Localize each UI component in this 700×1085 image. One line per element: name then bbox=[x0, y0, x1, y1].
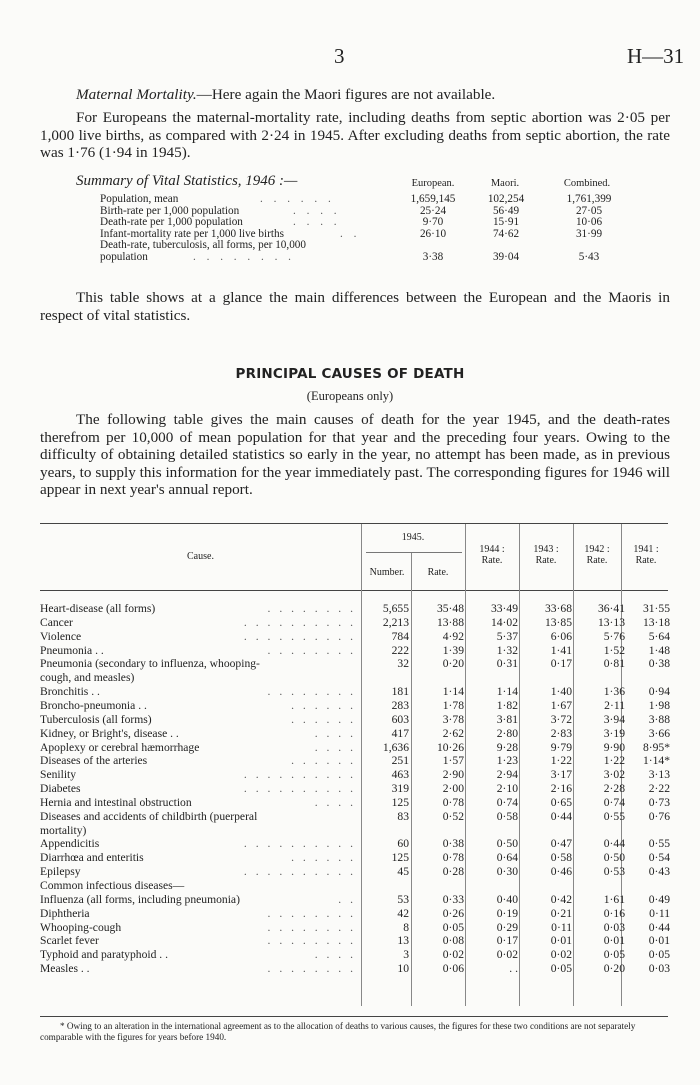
cell-rate: 1·78 bbox=[442, 698, 464, 712]
leader-dots: . . . . . . . . bbox=[267, 962, 356, 976]
cell-rate: 0·06 bbox=[442, 962, 464, 976]
summary-value: 25·24 bbox=[419, 204, 447, 217]
cell-r1941: 8·95* bbox=[642, 740, 670, 754]
leader-dots: . . bbox=[340, 227, 361, 240]
header-1943: 1943 : bbox=[533, 544, 559, 555]
cell-r1941: 1·14* bbox=[642, 754, 670, 768]
cell-r1942: 0·01 bbox=[603, 934, 625, 948]
cell-r1942: 5·76 bbox=[603, 629, 625, 643]
cell-r1943: 0·11 bbox=[551, 920, 572, 934]
cell-r1942: 3·02 bbox=[603, 768, 625, 782]
leader-dots: . . . . bbox=[314, 948, 356, 962]
cell-rate: 0·20 bbox=[442, 657, 464, 671]
cell-r1941: 0·11 bbox=[649, 906, 670, 920]
cause-label: Broncho-pneumonia . . bbox=[40, 698, 147, 712]
cell-r1941: 3·88 bbox=[648, 712, 670, 726]
cause-label: Pneumonia (secondary to influenza, whooping- bbox=[40, 657, 260, 671]
cell-r1943: 3·17 bbox=[550, 768, 572, 782]
cause-label: Hernia and intestinal obstruction bbox=[40, 795, 192, 809]
cell-r1944: 14·02 bbox=[490, 615, 518, 629]
summary-value: 15·91 bbox=[492, 216, 520, 229]
summary-row bbox=[80, 251, 620, 264]
table-row bbox=[40, 657, 670, 670]
cell-number: 125 bbox=[391, 795, 409, 809]
cell-r1944: 0·31 bbox=[496, 657, 518, 671]
leader-dots: . . . . . . bbox=[291, 754, 356, 768]
cell-rate: 1·14 bbox=[442, 685, 464, 699]
cell-rate: 4·92 bbox=[442, 629, 464, 643]
cell-r1943: 13·85 bbox=[544, 615, 572, 629]
cause-label: Kidney, or Bright's, disease . . bbox=[40, 726, 179, 740]
leader-dots: . . . . . . bbox=[291, 851, 356, 865]
cell-number: 3 bbox=[403, 948, 409, 962]
cause-label: Measles . . bbox=[40, 962, 90, 976]
cell-r1943: 0·02 bbox=[550, 948, 572, 962]
summary-row-label: Population, mean bbox=[100, 193, 179, 205]
leader-dots: . . . . . . . . . . bbox=[243, 629, 356, 643]
cell-r1944: 2·80 bbox=[496, 726, 518, 740]
cell-r1941: 3·13 bbox=[648, 768, 670, 782]
cell-r1942: 0·03 bbox=[603, 920, 625, 934]
cell-number: 222 bbox=[391, 643, 409, 657]
header-1942: 1942 : bbox=[584, 544, 610, 555]
cell-r1942: 0·81 bbox=[603, 657, 625, 671]
cause-label: Common infectious diseases— bbox=[40, 879, 185, 892]
cell-r1943: 2·16 bbox=[550, 782, 572, 796]
cell-r1943: 33·68 bbox=[544, 602, 572, 615]
cell-r1944: 1·32 bbox=[496, 643, 518, 657]
cause-label: Heart-disease (all forms) bbox=[40, 602, 156, 615]
leader-dots: . . . . . . . . . . bbox=[243, 865, 356, 879]
cell-r1944: 33·49 bbox=[490, 602, 518, 615]
cell-r1943: 1·41 bbox=[550, 643, 572, 657]
document-reference: H—31 bbox=[627, 44, 685, 68]
page-number: 3 bbox=[334, 44, 345, 68]
summary-value: 39·04 bbox=[492, 251, 520, 263]
cell-rate: 0·52 bbox=[442, 809, 464, 823]
table-row bbox=[40, 837, 670, 850]
leader-dots: . . . . bbox=[314, 795, 356, 809]
cause-label: Diabetes bbox=[40, 782, 81, 796]
table-row bbox=[40, 741, 670, 754]
cell-r1942: 1·22 bbox=[603, 754, 625, 768]
cell-number: 10 bbox=[397, 962, 409, 976]
cause-label: cough, and measles) bbox=[40, 671, 135, 685]
summary-col-combined: Combined. bbox=[563, 178, 611, 189]
cause-label: Pneumonia . . bbox=[40, 643, 104, 657]
cell-number: 2,213 bbox=[382, 615, 409, 629]
cell-number: 60 bbox=[397, 837, 409, 851]
cell-number: 13 bbox=[397, 934, 409, 948]
cell-r1944: . . bbox=[509, 962, 518, 976]
cause-label: Diarrhœa and enteritis bbox=[40, 851, 144, 865]
summary-title: Summary of Vital Statistics, 1946 :— bbox=[76, 173, 298, 189]
summary-row-label: population bbox=[100, 251, 148, 263]
table-row bbox=[40, 782, 670, 795]
table-row bbox=[40, 796, 670, 809]
cell-rate: 2·00 bbox=[442, 782, 464, 796]
cell-number: 42 bbox=[397, 906, 409, 920]
table-row bbox=[40, 907, 670, 920]
summary-value: 31·99 bbox=[575, 227, 603, 240]
leader-dots: . . . . bbox=[293, 204, 341, 217]
cell-r1941: 1·48 bbox=[648, 643, 670, 657]
cell-rate: 0·08 bbox=[442, 934, 464, 948]
cell-r1944: 0·19 bbox=[496, 906, 518, 920]
summary-value: 102,254 bbox=[487, 193, 525, 205]
leader-dots: . . . . . . . . bbox=[267, 934, 356, 948]
table-row bbox=[40, 948, 670, 961]
cell-r1944: 0·40 bbox=[496, 892, 518, 906]
cause-label: Apoplexy or cerebral hæmorrhage bbox=[40, 740, 200, 754]
cell-number: 603 bbox=[391, 712, 409, 726]
cause-label: Whooping-cough bbox=[40, 920, 122, 934]
cell-rate: 0·33 bbox=[442, 892, 464, 906]
cell-r1944: 0·74 bbox=[496, 795, 518, 809]
summary-value: 26·10 bbox=[419, 227, 447, 240]
leader-dots: . . . . bbox=[293, 216, 341, 229]
table-row bbox=[40, 685, 670, 698]
cell-rate: 3·78 bbox=[442, 712, 464, 726]
cell-r1943: 0·46 bbox=[550, 865, 572, 879]
cell-r1944: 0·50 bbox=[496, 837, 518, 851]
header-1941: 1941 : bbox=[633, 544, 659, 555]
table-row bbox=[40, 893, 670, 906]
footnote: * Owing to an alteration in the international agreement as to the allocation of deaths to various causes, the figures for these two conditions are not separately comparable with the figures for years before 1940. bbox=[40, 1021, 636, 1042]
cell-r1944: 1·82 bbox=[496, 698, 518, 712]
summary-value: 10·06 bbox=[575, 216, 603, 229]
cell-number: 283 bbox=[391, 698, 409, 712]
header-1945: 1945. bbox=[401, 532, 425, 543]
cell-r1941: 1·98 bbox=[648, 698, 670, 712]
cell-r1941: 0·55 bbox=[648, 837, 670, 851]
leader-dots: . . bbox=[338, 892, 356, 906]
cell-r1944: 0·02 bbox=[496, 948, 518, 962]
summary-value: 27·05 bbox=[575, 204, 603, 217]
leader-dots: . . . . . . . . . . bbox=[243, 615, 356, 629]
maternal-mortality-heading bbox=[40, 86, 670, 104]
summary-value: 5·43 bbox=[578, 251, 600, 263]
summary-value: 3·38 bbox=[422, 251, 444, 263]
cell-r1943: 2·83 bbox=[550, 726, 572, 740]
cell-r1942: 2·11 bbox=[604, 698, 625, 712]
cause-label: Cancer bbox=[40, 615, 73, 629]
cell-r1942: 3·19 bbox=[603, 726, 625, 740]
cell-r1942: 13·13 bbox=[597, 615, 625, 629]
cell-rate: 1·57 bbox=[442, 754, 464, 768]
summary-value: 9·70 bbox=[422, 216, 444, 229]
cell-r1941: 31·55 bbox=[642, 602, 670, 615]
cell-r1944: 2·94 bbox=[496, 768, 518, 782]
header-cause: Cause. bbox=[187, 551, 214, 562]
leader-dots: . . . . . . . . bbox=[267, 643, 356, 657]
table-row bbox=[40, 671, 670, 684]
cell-rate: 0·02 bbox=[442, 948, 464, 962]
cell-r1941: 0·94 bbox=[648, 685, 670, 699]
leader-dots: . . . . . . . . bbox=[267, 906, 356, 920]
header-1943-rate: Rate. bbox=[535, 555, 557, 566]
cell-r1941: 0·49 bbox=[648, 892, 670, 906]
cause-label: Violence bbox=[40, 629, 82, 643]
leader-dots: . . . . . . . . . . bbox=[243, 782, 356, 796]
cell-rate: 0·38 bbox=[442, 837, 464, 851]
cause-label: Senility bbox=[40, 768, 77, 782]
cell-r1942: 0·74 bbox=[603, 795, 625, 809]
cell-number: 125 bbox=[391, 851, 409, 865]
cell-number: 417 bbox=[391, 726, 409, 740]
cell-rate: 10·26 bbox=[436, 740, 464, 754]
cell-r1944: 2·10 bbox=[496, 782, 518, 796]
cell-number: 32 bbox=[397, 657, 409, 671]
cell-number: 1,636 bbox=[382, 740, 409, 754]
cell-number: 5,655 bbox=[382, 602, 409, 615]
cell-r1942: 36·41 bbox=[597, 602, 625, 615]
cell-rate: 0·78 bbox=[442, 851, 464, 865]
cell-r1941: 0·44 bbox=[648, 920, 670, 934]
summary-value: 1,659,145 bbox=[410, 193, 456, 205]
cause-label: Bronchitis . . bbox=[40, 685, 100, 699]
cell-r1941: 0·01 bbox=[648, 934, 670, 948]
cell-r1944: 1·14 bbox=[496, 685, 518, 699]
cause-label: mortality) bbox=[40, 823, 87, 837]
cell-r1944: 1·23 bbox=[496, 754, 518, 768]
cell-rate: 2·90 bbox=[442, 768, 464, 782]
cell-r1942: 0·44 bbox=[603, 837, 625, 851]
table-row bbox=[40, 699, 670, 712]
header-rate: Rate. bbox=[427, 567, 449, 578]
leader-dots: . . . . . . . . bbox=[267, 685, 356, 699]
leader-dots: . . . . . . . . . . bbox=[243, 768, 356, 782]
cell-r1944: 0·64 bbox=[496, 851, 518, 865]
cell-r1944: 0·30 bbox=[496, 865, 518, 879]
summary-row-label: Death-rate, tuberculosis, all forms, per 10,000 bbox=[100, 239, 306, 252]
table-row bbox=[40, 602, 670, 615]
cell-r1942: 0·20 bbox=[603, 962, 625, 976]
cause-label: Diseases of the arteries bbox=[40, 754, 148, 768]
cause-label: Influenza (all forms, including pneumonia) bbox=[40, 892, 240, 906]
cell-r1942: 2·28 bbox=[603, 782, 625, 796]
cell-r1941: 13·18 bbox=[642, 615, 670, 629]
cell-r1942: 0·55 bbox=[603, 809, 625, 823]
cell-r1942: 9·90 bbox=[603, 740, 625, 754]
cell-number: 53 bbox=[397, 892, 409, 906]
cell-r1943: 1·40 bbox=[550, 685, 572, 699]
cell-r1943: 0·44 bbox=[550, 809, 572, 823]
cell-rate: 1·39 bbox=[442, 643, 464, 657]
cell-r1943: 0·58 bbox=[550, 851, 572, 865]
cell-r1944: 0·58 bbox=[496, 809, 518, 823]
table-row bbox=[40, 934, 670, 947]
cell-number: 45 bbox=[397, 865, 409, 879]
table-row bbox=[40, 921, 670, 934]
header-1944-rate: Rate. bbox=[481, 555, 503, 566]
cell-rate: 2·62 bbox=[442, 726, 464, 740]
cell-r1941: 2·22 bbox=[648, 782, 670, 796]
header-1942-rate: Rate. bbox=[586, 555, 608, 566]
cell-r1941: 0·43 bbox=[648, 865, 670, 879]
leader-dots: . . . . . . bbox=[260, 193, 335, 205]
summary-row-label: Birth-rate per 1,000 population bbox=[100, 204, 240, 217]
cell-r1943: 0·65 bbox=[550, 795, 572, 809]
cell-r1942: 1·36 bbox=[603, 685, 625, 699]
cell-rate: 0·05 bbox=[442, 920, 464, 934]
table-row bbox=[40, 727, 670, 740]
header-number: Number. bbox=[369, 567, 405, 578]
header-1941-rate: Rate. bbox=[635, 555, 657, 566]
cell-r1944: 5·37 bbox=[496, 629, 518, 643]
cell-r1941: 0·73 bbox=[648, 795, 670, 809]
summary-row-label: Infant-mortality rate per 1,000 live births bbox=[100, 227, 284, 240]
cell-r1943: 0·47 bbox=[550, 837, 572, 851]
cell-r1941: 0·76 bbox=[648, 809, 670, 823]
summary-value: 56·49 bbox=[492, 204, 520, 217]
cell-r1943: 3·72 bbox=[550, 712, 572, 726]
cell-r1942: 3·94 bbox=[603, 712, 625, 726]
leader-dots: . . . . . . . . bbox=[193, 251, 295, 263]
cell-r1942: 0·53 bbox=[603, 865, 625, 879]
cell-r1943: 6·06 bbox=[550, 629, 572, 643]
cell-r1943: 0·05 bbox=[550, 962, 572, 976]
year-1945-rule bbox=[366, 552, 462, 553]
table-row bbox=[40, 824, 670, 837]
cell-r1942: 0·05 bbox=[603, 948, 625, 962]
maternal-mortality-note: —Here again the Maori figures are not available. bbox=[196, 86, 496, 103]
section-title: PRINCIPAL CAUSES OF DEATH bbox=[235, 366, 465, 382]
summary-col-maori: Maori. bbox=[490, 178, 520, 189]
table-row bbox=[40, 713, 670, 726]
table-row bbox=[40, 879, 670, 892]
leader-dots: . . . . . . . . . . bbox=[243, 837, 356, 851]
cell-r1941: 0·05 bbox=[648, 948, 670, 962]
summary-note: This table shows at a glance the main differences between the European and the Maoris in respect of vital statistics. bbox=[40, 289, 670, 324]
leader-dots: . . . . bbox=[314, 740, 356, 754]
cell-r1944: 0·17 bbox=[496, 934, 518, 948]
leader-dots: . . . . bbox=[314, 726, 356, 740]
cell-number: 251 bbox=[391, 754, 409, 768]
cell-r1941: 0·54 bbox=[648, 851, 670, 865]
cell-number: 463 bbox=[391, 768, 409, 782]
cause-label: Epilepsy bbox=[40, 865, 81, 879]
table-row bbox=[40, 851, 670, 864]
cell-r1942: 0·16 bbox=[603, 906, 625, 920]
header-1944: 1944 : bbox=[479, 544, 505, 555]
cell-r1944: 3·81 bbox=[496, 712, 518, 726]
cell-r1943: 0·01 bbox=[550, 934, 572, 948]
maternal-mortality-paragraph: For Europeans the maternal-mortality rate, including deaths from septic abortion was 2·05 per 1,000 live births, as compared with 2·24 in 1945. After excluding deaths from septic abortion, the rate was 1·76 (1·94 in 1945). bbox=[40, 109, 670, 162]
cell-number: 83 bbox=[397, 809, 409, 823]
cell-r1943: 0·17 bbox=[550, 657, 572, 671]
cell-r1942: 0·50 bbox=[603, 851, 625, 865]
cell-number: 181 bbox=[391, 685, 409, 699]
cell-r1942: 1·61 bbox=[603, 892, 625, 906]
cell-r1942: 1·52 bbox=[603, 643, 625, 657]
table-row bbox=[40, 810, 670, 823]
cell-rate: 0·78 bbox=[442, 795, 464, 809]
cell-number: 319 bbox=[391, 782, 409, 796]
cell-rate: 35·48 bbox=[436, 602, 464, 615]
cell-r1943: 0·42 bbox=[550, 892, 572, 906]
cell-r1941: 5·64 bbox=[648, 629, 670, 643]
cause-label: Diphtheria bbox=[40, 906, 90, 920]
maternal-mortality-title: Maternal Mortality. bbox=[76, 86, 197, 103]
cell-number: 784 bbox=[391, 629, 409, 643]
footnote-rule bbox=[40, 1016, 668, 1017]
cell-rate: 0·26 bbox=[442, 906, 464, 920]
leader-dots: . . . . . . bbox=[291, 712, 356, 726]
summary-row-label: Death-rate per 1,000 population bbox=[100, 216, 243, 229]
cell-number: 8 bbox=[403, 920, 409, 934]
table-row bbox=[40, 768, 670, 781]
cell-r1943: 9·79 bbox=[550, 740, 572, 754]
cell-rate: 13·88 bbox=[436, 615, 464, 629]
cell-r1941: 0·38 bbox=[648, 657, 670, 671]
summary-col-european: European. bbox=[411, 178, 455, 189]
cell-r1941: 3·66 bbox=[648, 726, 670, 740]
table-row bbox=[40, 644, 670, 657]
summary-value: 74·62 bbox=[492, 227, 520, 240]
table-row bbox=[40, 865, 670, 878]
cause-label: Appendicitis bbox=[40, 837, 100, 851]
cause-label: Diseases and accidents of childbirth (puerperal bbox=[40, 809, 258, 823]
summary-value: 1,761,399 bbox=[566, 193, 612, 205]
causes-intro: The following table gives the main causes of death for the year 1945, and the death-rates therefrom per 10,000 of mean population for that year and the preceding four years. Owing to the difficulty of obtaining detailed statistics so early in the year, no attempt has been made, as in previous years, to supply this information for the year immediately past. The corresponding figures for 1946 will appear in next year's annual report. bbox=[40, 411, 670, 499]
cell-r1943: 1·67 bbox=[550, 698, 572, 712]
table-row bbox=[40, 630, 670, 643]
cause-label: Scarlet fever bbox=[40, 934, 99, 948]
cell-r1943: 0·21 bbox=[550, 906, 572, 920]
leader-dots: . . . . . . . . bbox=[267, 602, 356, 615]
cause-label: Tuberculosis (all forms) bbox=[40, 712, 152, 726]
section-subtitle: (Europeans only) bbox=[306, 389, 394, 403]
cell-rate: 0·28 bbox=[442, 865, 464, 879]
leader-dots: . . . . . . bbox=[291, 698, 356, 712]
cause-label: Typhoid and paratyphoid . . bbox=[40, 948, 168, 962]
table-row bbox=[40, 616, 670, 629]
cell-r1944: 0·29 bbox=[496, 920, 518, 934]
cell-r1943: 1·22 bbox=[550, 754, 572, 768]
leader-dots: . . . . . . . . bbox=[267, 920, 356, 934]
table-row bbox=[40, 754, 670, 767]
table-row bbox=[40, 962, 670, 975]
cell-r1941: 0·03 bbox=[648, 962, 670, 976]
cell-r1944: 9·28 bbox=[496, 740, 518, 754]
